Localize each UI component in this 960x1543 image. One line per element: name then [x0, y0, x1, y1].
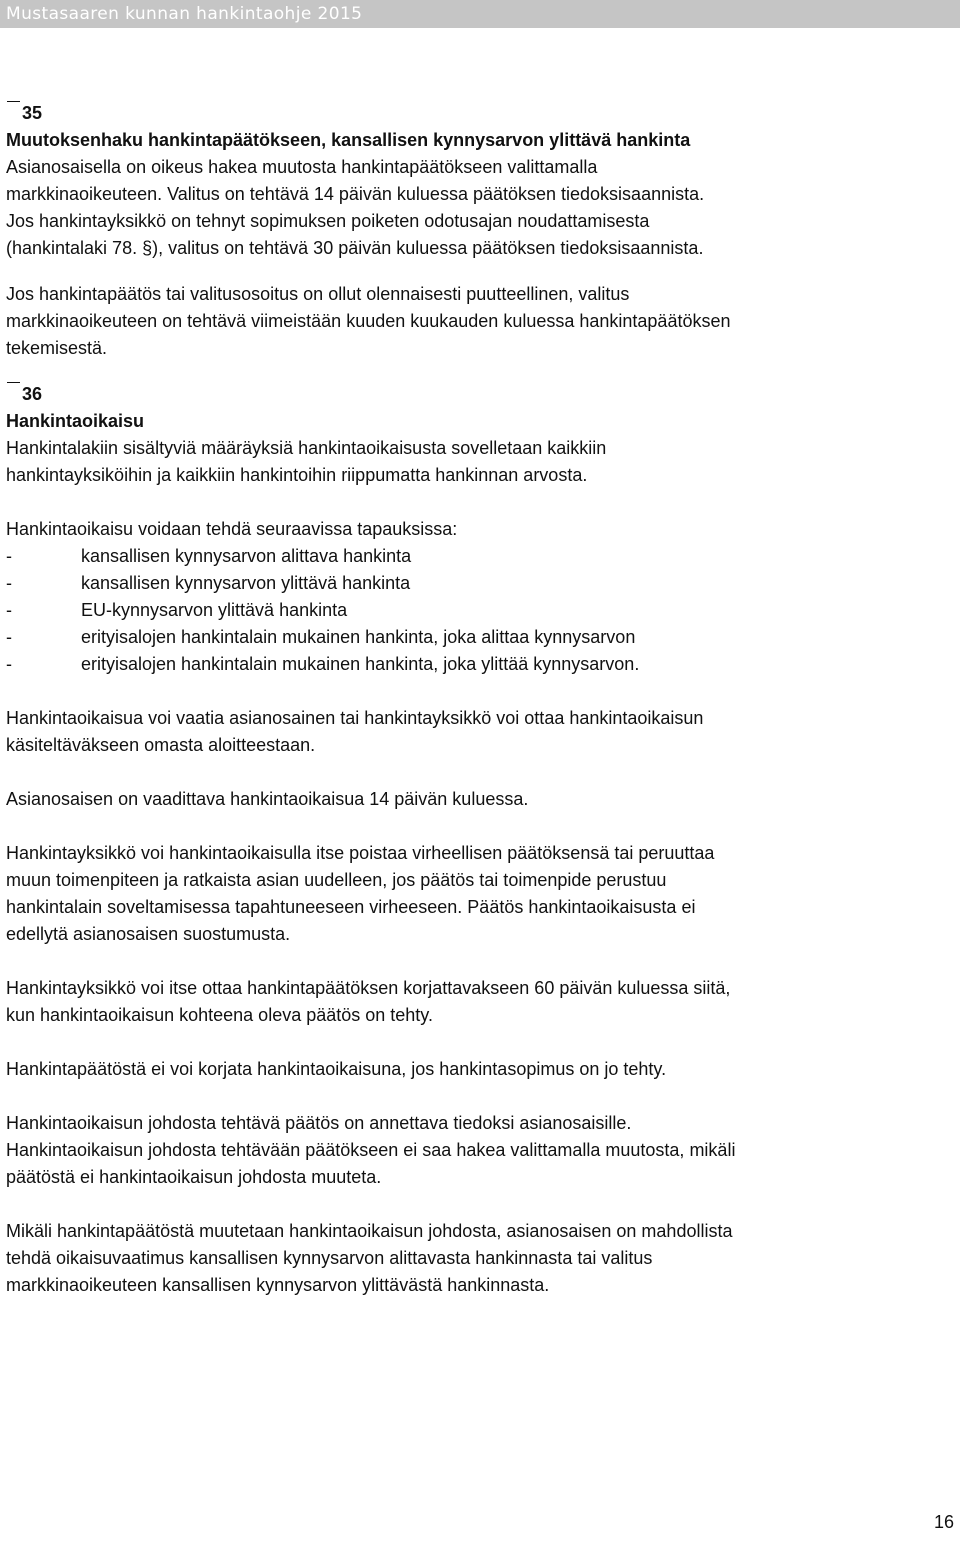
paragraph-korjattavaksi — [6, 975, 954, 1029]
list-marker: - — [6, 600, 12, 620]
section-35-number: 35 — [6, 100, 954, 127]
text-line: Hankintaoikaisun johdosta tehtävä päätös on annettava tiedoksi asianosaisille. — [6, 1113, 632, 1133]
text-line: markkinaoikeuteen. Valitus on tehtävä 14 päivän kuluessa päätöksen tiedoksisaannista. — [6, 184, 705, 204]
list-item: - EU-kynnysarvon ylittävä hankinta — [6, 597, 954, 624]
section-36-number: 36 — [6, 381, 954, 408]
text-line: kun hankintaoikaisun kohteena oleva päätös on tehty. — [6, 1005, 433, 1025]
text-line: markkinaoikeuteen on tehtävä viimeistään kuuden kuukauden kuluessa hankintapäätöksen — [6, 311, 731, 331]
paragraph-muutetaan — [6, 1218, 954, 1299]
section-36-intro — [6, 435, 954, 489]
list-marker: - — [6, 654, 12, 674]
paragraph-aika: Asianosaisen on vaadittava hankintaoikaisua 14 päivän kuluessa. — [6, 789, 529, 809]
paragraph-korjata: Hankintapäätöstä ei voi korjata hankintaoikaisuna, jos hankintasopimus on jo tehty. — [6, 1059, 667, 1079]
text-line: päätöstä ei hankintaoikaisun johdosta muuteta. — [6, 1167, 382, 1187]
section-36-heading: Hankintaoikaisu — [6, 411, 145, 431]
text-line: Mikäli hankintapäätöstä muutetaan hankintaoikaisun johdosta, asianosaisen on mahdollista — [6, 1221, 733, 1241]
list-marker: - — [6, 627, 12, 647]
text-line: muun toimenpiteen ja ratkaista asian uudelleen, jos päätös tai toimenpide perustuu — [6, 870, 667, 890]
document-body — [6, 100, 954, 1299]
text-line: hankintalain soveltamisessa tapahtuneeseen virheeseen. Päätös hankintaoikaisusta ei — [6, 897, 696, 917]
list-item: - kansallisen kynnysarvon alittava hankinta — [6, 543, 954, 570]
list-intro: Hankintaoikaisu voidaan tehdä seuraavissa tapauksissa: — [6, 519, 458, 539]
paragraph-poistaa — [6, 840, 954, 948]
list-item: - kansallisen kynnysarvon ylittävä hankinta — [6, 570, 954, 597]
list-item: - erityisalojen hankintalain mukainen hankinta, joka ylittää kynnysarvon. — [6, 651, 954, 678]
document-title: Mustasaaren kunnan hankintaohje 2015 — [6, 4, 363, 24]
text-line: Jos hankintayksikkö on tehnyt sopimuksen poiketen odotusajan noudattamisesta — [6, 211, 650, 231]
text-line: käsiteltäväkseen omasta aloitteestaan. — [6, 735, 316, 755]
text-line: Hankintalakiin sisältyviä määräyksiä hankintaoikaisusta sovelletaan kaikkiin — [6, 438, 607, 458]
section-35-heading: Muutoksenhaku hankintapäätökseen, kansallisen kynnysarvon ylittävä hankinta — [6, 130, 691, 150]
paragraph-tiedoksi — [6, 1110, 954, 1191]
text-line: (hankintalaki 78. §), valitus on tehtävä 30 päivän kuluessa päätöksen tiedoksisaannista. — [6, 238, 704, 258]
case-list — [6, 543, 954, 678]
text-line: Asianosaisella on oikeus hakea muutosta hankintapäätökseen valittamalla — [6, 157, 598, 177]
text-line: Hankintaoikaisun johdosta tehtävään päätökseen ei saa hakea valittamalla muutosta, mikäli — [6, 1140, 736, 1160]
section-35-paragraph-2 — [6, 281, 954, 362]
document-header — [0, 0, 960, 28]
page-number: 16 — [933, 1512, 954, 1532]
text-line: markkinaoikeuteen kansallisen kynnysarvon ylittävästä hankinnasta. — [6, 1275, 550, 1295]
text-line: Hankintayksikkö voi itse ottaa hankintapäätöksen korjattavakseen 60 päivän kuluessa siitä, — [6, 978, 731, 998]
text-line: Hankintaoikaisua voi vaatia asianosainen tai hankintayksikkö voi ottaa hankintaoikaisun — [6, 708, 704, 728]
text-line: Jos hankintapäätös tai valitusosoitus on ollut olennaisesti puutteellinen, valitus — [6, 284, 630, 304]
text-line: tehdä oikaisuvaatimus kansallisen kynnysarvon alittavasta hankinnasta tai valitus — [6, 1248, 653, 1268]
list-marker: - — [6, 546, 12, 566]
text-line: hankintayksiköihin ja kaikkiin hankintoihin riippumatta hankinnan arvosta. — [6, 465, 588, 485]
text-line: tekemisestä. — [6, 338, 108, 358]
list-item: - erityisalojen hankintalain mukainen hankinta, joka alittaa kynnysarvon — [6, 624, 954, 651]
list-marker: - — [6, 573, 12, 593]
paragraph-vaatia — [6, 705, 954, 759]
text-line: edellytä asianosaisen suostumusta. — [6, 924, 291, 944]
text-line: Hankintayksikkö voi hankintaoikaisulla itse poistaa virheellisen päätöksensä tai peruuttaa — [6, 843, 715, 863]
section-35-paragraph-1 — [6, 154, 954, 262]
